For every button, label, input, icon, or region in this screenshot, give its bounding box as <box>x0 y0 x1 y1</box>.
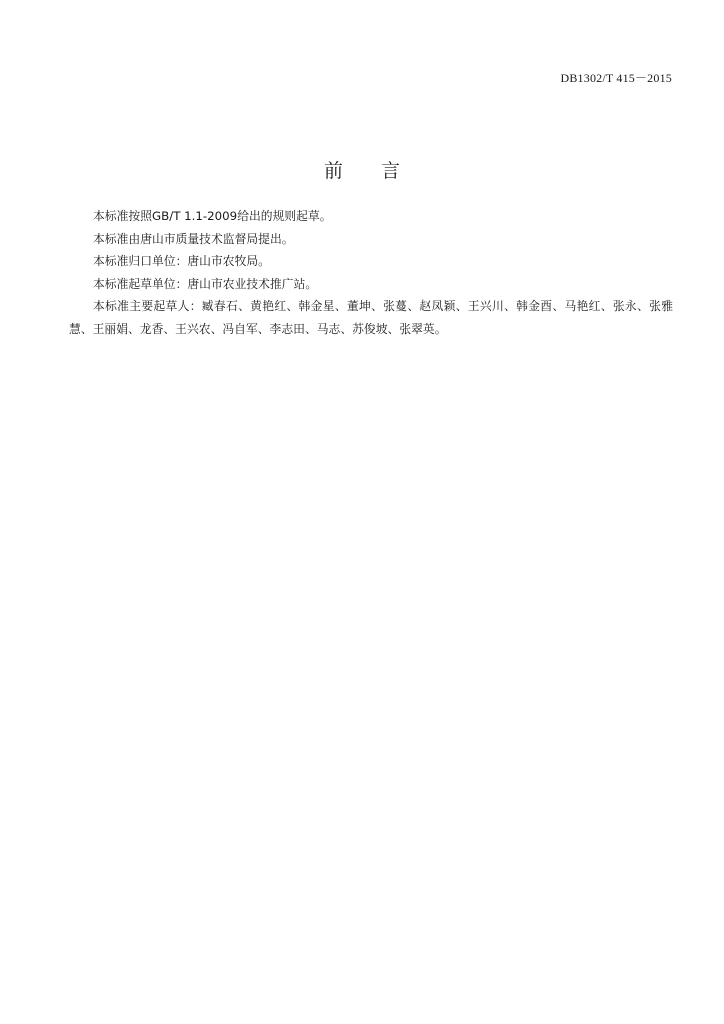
document-code: DB1302/T 415－2015 <box>560 71 672 85</box>
foreword-body <box>69 205 673 341</box>
foreword-title: 前言 <box>323 160 438 182</box>
paragraph-main-drafters: 本标准主要起草人：臧春石、黄艳红、韩金星、董坤、张蔓、赵凤颖、王兴川、韩金酉、马艳红、张永、张雅慧、王丽娟、龙香、王兴农、冯自军、李志田、马志、苏俊坡、张翠英。 <box>69 299 673 336</box>
paragraph-proposer: 本标准由唐山市质量技术监督局提出。 <box>93 231 294 246</box>
paragraph-centralized-unit: 本标准归口单位：唐山市农牧局。 <box>93 254 270 269</box>
paragraph-drafting-unit: 本标准起草单位：唐山市农业技术推广站。 <box>93 276 318 291</box>
paragraph-drafting-rules: 本标准按照GB/T 1.1-2009给出的规则起草。 <box>93 209 332 223</box>
